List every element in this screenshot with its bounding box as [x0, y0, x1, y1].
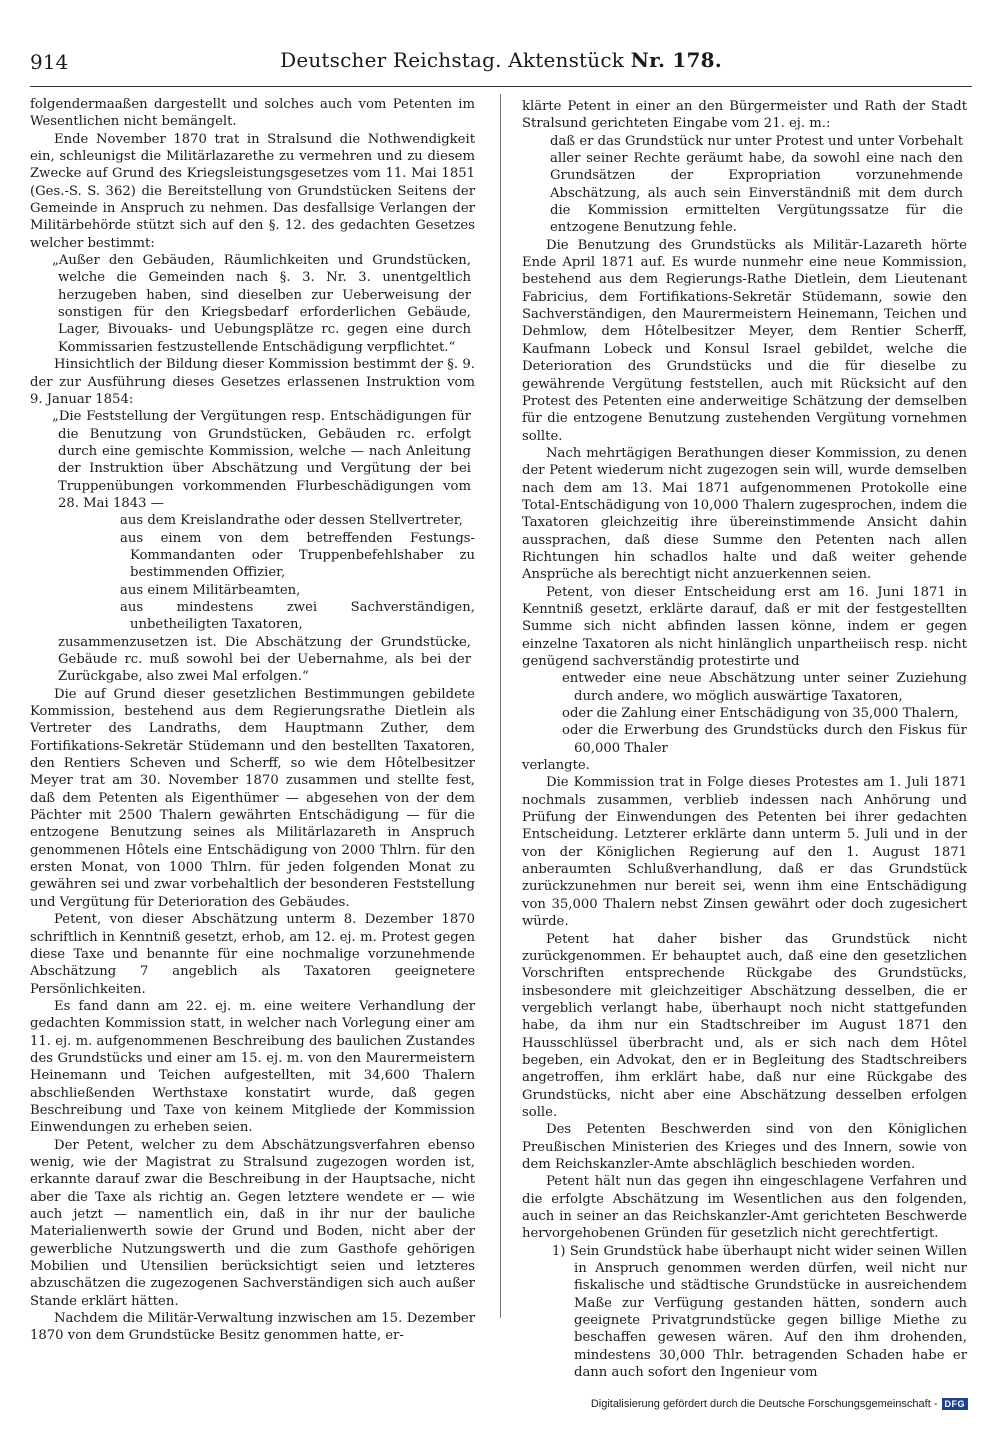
paragraph: Petent, von dieser Abschätzung unterm 8. Dezember 1870 schriftlich in Kenntniß gesetzt, erhob, am 12. ej. m. Protest gegen diese Taxe und benannte für eine nochmalige vorzunehmende Abschätzung 7 angeblich als Taxatoren geeignetere Persönlichkeiten.: [30, 912, 475, 997]
commission-member: aus einem Militärbeamten,: [120, 582, 301, 598]
paragraph: Petent, von dieser Entscheidung erst am 16. Juni 1871 in Kenntniß gesetzt, erklärte darauf, daß er mit der festgestellten Summe sich nicht abfinden lassen könne, indem er gegen einzelne Taxatoren als nicht hinlänglich unpartheiisch resp. nicht genügend sachverständig protestirte und: [522, 584, 967, 669]
instruction-quote-end: zusammenzusetzen ist. Die Abschätzung der Grundstücke, Gebäude rc. muß sowohl bei der Uebernahme, als bei der Zurückgabe, also zwei Mal erfolgen.“: [58, 634, 471, 685]
page-number: 914: [30, 50, 69, 74]
digitization-footer: [591, 1396, 968, 1412]
paragraph: Nachdem die Militär-Verwaltung inzwischen am 15. Dezember 1870 von dem Grundstücke Besitz genommen hatte, er-: [30, 1311, 475, 1344]
running-title-text: Deutscher Reichstag. Aktenstück: [280, 48, 625, 72]
demand-option: entweder eine neue Abschätzung unter seiner Zuziehung durch andere, wo möglich auswärtige Taxatoren,: [562, 671, 967, 704]
demand-option: oder die Erwerbung des Grundstücks durch den Fiskus für 60,000 Thaler: [562, 723, 967, 756]
paragraph: Petent hat daher bisher das Grundstück nicht zurückgenommen. Er behauptet auch, daß eine den gesetzlichen Vorschriften entsprechende Rückgabe des Grundstücks, insbesondere mit gleichzeitiger Abschätzung desselben, die er vergeblich verlangt habe, überhaupt noch nicht stattgefunden habe, da ihm nur ein Stadtschreiber im August 1871 den Hausschlüssel überbracht und, als er sich nach dem Hôtel begeben, ein Advokat, den er in Begleitung des Stadtschreibers angetroffen, ihm erklärt habe, daß nur eine Rückgabe des Grundstücks, nicht aber eine Abschätzung desselben erfolgen solle.: [522, 931, 967, 1120]
petition-quote: daß er das Grundstück nur unter Protest und unter Vorbehalt aller seiner Rechte geräumt habe, da sowohl eine nach den Grundsätzen der Expropriation vorzunehmende Abschätzung, als auch sein Einverständniß mit dem durch die Kommission ermittelten Vergütungssatze für die entzogene Benutzung fehle.: [550, 133, 963, 236]
commission-member: aus mindestens zwei Sachverständigen, unbetheiligten Taxatoren,: [120, 599, 475, 633]
page-header: [30, 46, 972, 76]
numbered-point: 1) Sein Grundstück habe überhaupt nicht wider seinen Willen in Anspruch genommen werden dürfen, weil nicht nur fiskalische und städtische Grundstücke in ausreichendem Maße zur Verfügung gestanden hätten, sondern auch geeignete Privatgrundstücke gegen billige Miethe zu beschaffen gewesen wären. Auf den ihm drohenden, mindestens 30,000 Thlr. betragenden Schaden habe er dann auch sofort den Ingenieur vom: [552, 1243, 967, 1381]
commission-member: aus dem Kreislandrathe oder dessen Stellvertreter,: [120, 513, 463, 529]
paragraph: folgendermaaßen dargestellt und solches auch vom Petenten im Wesentlichen nicht bemängelt.: [30, 97, 475, 130]
paragraph: Die Benutzung des Grundstücks als Militär-Lazareth hörte Ende April 1871 auf. Es wurde nunmehr eine neue Kommission, bestehend aus dem Regierungs-Rathe Dietlein, dem Lieutenant Fabricius, dem Fortifikations-Sekretär Stüdemann, sowie den Sachverständigen, den Maurermeistern Heinemann, Teichen und Dehmlow, dem Hôtelbesitzer Meyer, dem Rentier Scherff, Kaufmann Lobeck und Konsul Israel gebildet, welche die Deterioration des Grundstücks und die für dieselbe zu gewährende Vergütung feststellen, auch mit Rücksicht auf den Protest des Petenten eine anderweitige Schätzung der demselben für die entzogene Benutzung zustehenden Vergütung vornehmen sollte.: [522, 237, 967, 444]
paragraph: Des Petenten Beschwerden sind von den Königlichen Preußischen Ministerien des Krieges und des Innern, sowie von dem Reichskanzler-Amte abschläglich beschieden worden.: [522, 1122, 967, 1172]
header-rule: [30, 86, 972, 87]
document-number: Nr. 178.: [630, 48, 722, 72]
dfg-logo: DFG: [942, 1398, 969, 1410]
paragraph: Die auf Grund dieser gesetzlichen Bestimmungen gebildete Kommission, bestehend aus dem Regierungsrathe Dietlein als Vertreter des Landraths, dem Hauptmann Zuther, dem Fortifikations-Sekretär Stüdemann und den bestellten Taxatoren, den Rentiers Scheven und Scherff, so wie dem Hôtelbesitzer Meyer trat am 30. November 1870 zusammen und stellte fest, daß dem Petenten als Eigenthümer — abgesehen von der dem Pächter mit 2500 Thalern gewährten Entschädigung — für die entzogene Benutzung seines als Militärlazareth in Anspruch genommenen Hôtels eine Entschädigung von 2000 Thlrn. für den ersten Monat, von 1000 Thlrn. für jeden folgenden Monat zu gewähren sei und zwar vorbehaltlich der besonderen Feststellung und Vergütung für Deterioration des Gebäudes.: [30, 686, 475, 910]
paragraph: Nach mehrtägigen Berathungen dieser Kommission, zu denen der Petent wiederum nicht zugezogen sein will, wurde demselben nach dem am 13. Mai 1871 aufgenommenen Protokolle eine Total-Entschädigung von 10,000 Thalern zugesprochen, indem die Taxatoren gleichzeitig ihre übereinstimmende Ansicht dahin aussprachen, daß diese Summe den Petenten nach allen Richtungen hin schadlos halte und daß weiter gehende Ansprüche als berechtigt nicht anzuerkennen seien.: [522, 445, 967, 583]
paragraph: Ende November 1870 trat in Stralsund die Nothwendigkeit ein, schleunigst die Militärlazarethe zu vermehren und zu diesem Zwecke auf Grund des Kriegsleistungsgesetzes vom 11. Mai 1851 (Ges.-S. S. 362) die Bereitstellung von Grundstücken Seitens der Gemeinde in Anspruch zu nehmen. Das desfallsige Verlangen der Militärbehörde stützt sich auf den §. 12. des gedachten Gesetzes welcher bestimmt:: [30, 131, 475, 251]
footer-text: Digitalisierung gefördert durch die Deutsche Forschungsgemeinschaft -: [590, 1398, 938, 1410]
paragraph: Es fand dann am 22. ej. m. eine weitere Verhandlung der gedachten Kommission statt, in welcher nach Vorlegung einer am 11. ej. m. aufgenommenen Beschreibung des baulichen Zustandes des Grundstücks und einer am 15. ej. m. von den Maurermeistern Heinemann und Teichen aufgestellten, mit 34,600 Thalern abschließenden Werthstaxe konstatirt wurde, daß gegen Beschreibung und Taxe von keinem Mitgliede der Kommission Einwendungen zu erheben seien.: [30, 998, 475, 1136]
running-title: [30, 48, 972, 72]
paragraph: Der Petent, welcher zu dem Abschätzungsverfahren ebenso wenig, wie der Magistrat zu Stralsund zugezogen worden ist, erkannte darauf zwar die Beschreibung in der Hauptsache, nicht aber die Taxe als richtig an. Gegen letztere wendete er — wie auch jetzt — namentlich ein, daß in ihr nur der bauliche Materialienwerth sowie der Grund und Boden, nicht aber der gewerbliche Nutzungswerth und die zum Gasthofe gehörigen Mobilien und Utensilien berücksichtigt seien und letzteres abzuschätzen die zugezogenen Sachverständigen sich auch außer Stande erklärt hätten.: [30, 1137, 475, 1309]
paragraph: verlangte.: [522, 758, 590, 774]
paragraph: klärte Petent in einer an den Bürgermeister und Rath der Stadt Stralsund gerichteten Eingabe vom 21. ej. m.:: [522, 99, 967, 132]
left-column: [30, 96, 475, 1345]
law-quote: „Außer den Gebäuden, Räumlichkeiten und Grundstücken, welche die Gemeinden nach §. 3. Nr. 3. unentgeltlich herzugeben haben, sind dieselben zur Ueberweisung der sonstigen für den Kriegsbedarf erforderlichen Gebäude, Lager, Bivouaks- und Uebungsplätze rc. gegen eine durch Kommissarien festzustellende Entschädigung verpflichtet.“: [52, 253, 471, 355]
paragraph: Petent hält nun das gegen ihn eingeschlagene Verfahren und die erfolgte Abschätzung im Wesentlichen aus den folgenden, auch in seiner an das Reichskanzler-Amt gerichteten Beschwerde hervorgehobenen Gründen für gesetzlich nicht gerechtfertigt.: [522, 1174, 967, 1242]
commission-member: aus einem von dem betreffenden Festungs-Kommandanten oder Truppenbefehlshaber zu bestimmenden Offizier,: [120, 530, 475, 581]
column-divider: [500, 94, 501, 1318]
instruction-quote: „Die Feststellung der Vergütungen resp. Entschädigungen für die Benutzung von Grundstücken, Gebäuden rc. erfolgt durch eine gemischte Kommission, welche — nach Anleitung der Instruktion über Abschätzung und Vergütung der bei Truppenübungen vorkommenden Flurbeschädigungen vom 28. Mai 1843 —: [52, 409, 471, 511]
paragraph: Die Kommission trat in Folge dieses Protestes am 1. Juli 1871 nochmals zusammen, verblieb indessen nach Anhörung und Prüfung der Einwendungen des Petenten bei ihrer gedachten Entscheidung. Letzterer erklärte dann unterm 5. Juli und in der von der Königlichen Regierung auf den 1. August 1871 anberaumten Schlußverhandlung, daß er das Grundstück zurückzunehmen nur bereit sei, wenn ihm eine Entschädigung von 35,000 Thalern nebst Zinsen gewährt oder doch zugesichert würde.: [522, 775, 967, 930]
right-column: [522, 98, 967, 1381]
paragraph: Hinsichtlich der Bildung dieser Kommission bestimmt der §. 9. der zur Ausführung dieses Gesetzes erlassenen Instruktion vom 9. Januar 1854:: [30, 357, 475, 407]
demand-option: oder die Zahlung einer Entschädigung von 35,000 Thalern,: [562, 706, 959, 722]
